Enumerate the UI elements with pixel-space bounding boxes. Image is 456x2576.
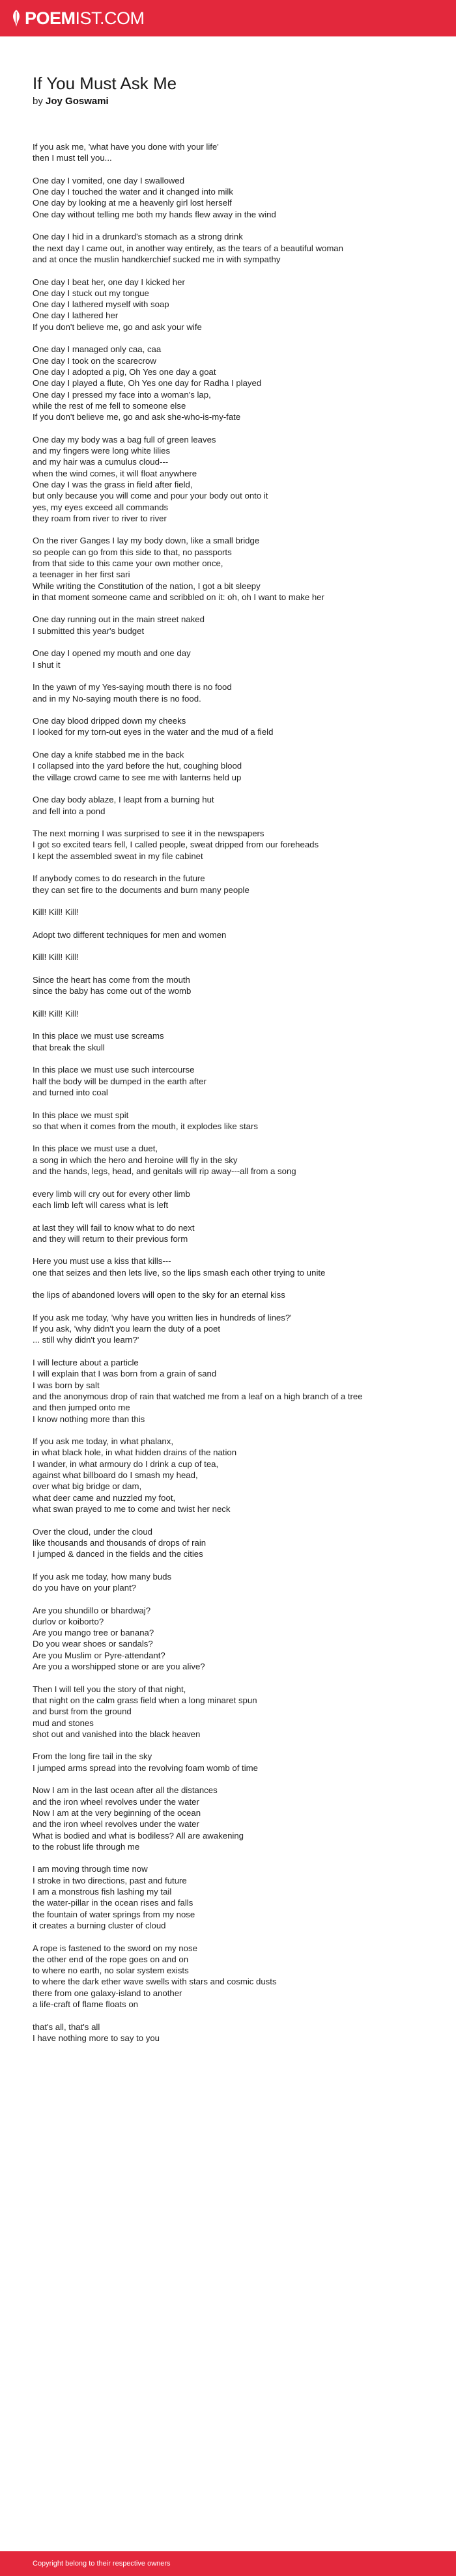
poem-line: one that seizes and then lets live, so the lips smash each other trying to unite [33, 1267, 326, 1278]
stanza [33, 344, 430, 422]
stanza [33, 828, 430, 862]
quill-pen-icon [12, 10, 21, 27]
poem-line: do you have on your plant? [33, 1583, 137, 1593]
poem-line: On the river Ganges I lay my body down, like a small bridge [33, 536, 260, 546]
poem-line: every limb will cry out for every other limb [33, 1188, 190, 1199]
stanza [33, 1110, 430, 1132]
poem-line: One day I pressed my face into a woman's lap, [33, 389, 211, 400]
poem-line: I will explain that I was born from a grain of sand [33, 1369, 217, 1379]
poem-line: I kept the assembled sweat in my file cabinet [33, 851, 203, 861]
poem-line: I wander, in what armoury do I drink a cup of tea, [33, 1459, 219, 1469]
poem-line: Are you shundillo or bhardwaj? [33, 1605, 151, 1615]
poem-line: half the body will be dumped in the earth after [33, 1076, 207, 1086]
poem-line: One day running out in the main street naked [33, 614, 205, 625]
poem-line: One day I played a flute, Oh Yes one day for Radha I played [33, 378, 262, 389]
poem-line: the water-pillar in the ocean rises and falls [33, 1898, 193, 1908]
poem-line: One day blood dripped down my cheeks [33, 716, 186, 726]
poem-line: against what billboard do I smash my head, [33, 1470, 198, 1481]
poem-line: and the hands, legs, head, and genitals will rip away---all from a song [33, 1166, 296, 1177]
stanza [33, 974, 430, 997]
poem-line: I got so excited tears fell, I called people, sweat dripped from our foreheads [33, 840, 319, 850]
poem-line: there from one galaxy-island to another [33, 1988, 182, 1998]
poem-line: What is bodied and what is bodiless? All are awakening [33, 1830, 244, 1841]
poem-line: I am moving through time now [33, 1864, 148, 1874]
poem-line: One day I lathered myself with soap [33, 299, 169, 310]
author-link[interactable]: Joy Goswami [46, 96, 109, 107]
stanza [33, 1436, 430, 1514]
poem-line: and at once the muslin handkerchief sucked me in with sympathy [33, 254, 281, 264]
poem-line: what deer came and nuzzled my foot, [33, 1492, 176, 1503]
stanza [33, 681, 430, 704]
site-footer [0, 2551, 456, 2576]
poem-line: In this place we must spit [33, 1110, 129, 1120]
poem-line: The next morning I was surprised to see it in the newspapers [33, 829, 264, 839]
poem-line: that break the skull [33, 1042, 105, 1052]
stanza [33, 141, 430, 164]
stanza [33, 1008, 430, 1019]
copyright-notice: Copyright belong to their respective owners [33, 2560, 171, 2568]
poem-line: Are you Muslim or Pyre-attendant? [33, 1650, 165, 1660]
poem-line: then I must tell you... [33, 153, 112, 163]
poem-line: One day I opened my mouth and one day [33, 648, 191, 659]
poem-line: Adopt two different techniques for men and women [33, 929, 227, 940]
stanza [33, 614, 430, 637]
poem-line: so people can go from this side to that, no passports [33, 547, 232, 557]
poem-line: In this place we must use screams [33, 1031, 164, 1041]
poem-line: Here you must use a kiss that kills--- [33, 1256, 171, 1267]
poem-line: and my fingers were long white lilies [33, 446, 171, 456]
poem-line: Kill! Kill! Kill! [33, 1008, 79, 1019]
poem-line: and the iron wheel revolves under the water [33, 1796, 199, 1807]
poem-line: like thousands and thousands of drops of rain [33, 1537, 207, 1548]
stanza [33, 907, 430, 918]
stanza [33, 1289, 430, 1300]
stanza [33, 1785, 430, 1852]
stanza [33, 1571, 430, 1594]
stanza [33, 648, 430, 670]
poem-line: a song in which the hero and heroine will fly in the sky [33, 1155, 238, 1165]
poem-line: From the long fire tail in the sky [33, 1751, 152, 1762]
poem-body [33, 141, 430, 2055]
stanza [33, 1188, 430, 1211]
poem-line: in that moment someone came and scribbled on it: oh, oh I want to make her [33, 592, 324, 602]
poem-line: the other end of the rope goes on and on [33, 1954, 189, 1964]
poem-line: Now I am at the very beginning of the ocean [33, 1807, 201, 1818]
poem-line: and my hair was a cumulus cloud--- [33, 457, 169, 467]
site-header [0, 0, 456, 36]
poem-line: and in my No-saying mouth there is no food. [33, 693, 201, 704]
site-logo[interactable] [12, 9, 145, 27]
poem-line: Do you wear shoes or sandals? [33, 1639, 153, 1649]
poem-line: but only because you will come and pour your body out onto it [33, 491, 268, 501]
stanza [33, 794, 430, 817]
poem-line: Now I am in the last ocean after all the distances [33, 1785, 218, 1796]
poem-line: If you ask, 'why didn't you learn the duty of a poet [33, 1324, 221, 1334]
poem-line: and the anonymous drop of rain that watched me from a leaf on a high branch of a tree [33, 1391, 363, 1401]
stanza [33, 1526, 430, 1560]
stanza [33, 1030, 430, 1053]
poem-line: I am a monstrous fish lashing my tail [33, 1887, 172, 1897]
poem-line: Are you mango tree or banana? [33, 1628, 154, 1638]
poem-line: durlov or koiborto? [33, 1616, 104, 1626]
stanza [33, 434, 430, 524]
poem-line: Kill! Kill! Kill! [33, 907, 79, 918]
poem-line: Kill! Kill! Kill! [33, 952, 79, 963]
poem-line: from that side to this came your own mother once, [33, 558, 223, 568]
poem-line: If anybody comes to do research in the future [33, 873, 205, 884]
poem-line: yes, my eyes exceed all commands [33, 502, 169, 512]
stanza [33, 952, 430, 963]
stanza [33, 2021, 430, 2044]
poem-line: a teenager in her first sari [33, 569, 130, 580]
byline [33, 95, 109, 108]
poem-line: One day I took on the scarecrow [33, 355, 156, 366]
stanza [33, 1684, 430, 1740]
poem-line: One day without telling me both my hands flew away in the wind [33, 209, 276, 219]
stanza [33, 175, 430, 220]
stanza [33, 929, 430, 940]
poem-line: and they will return to their previous form [33, 1233, 188, 1244]
poem-line: I was born by salt [33, 1380, 100, 1390]
stanza [33, 1143, 430, 1177]
poem-line: the next day I came out, in another way entirely, as the tears of a beautiful woman [33, 243, 343, 253]
poem-line: One day I was the grass in field after field, [33, 479, 193, 489]
poem-line: A rope is fastened to the sword on my nose [33, 1943, 197, 1953]
poem-line: and fell into a pond [33, 806, 106, 816]
poem-line: what swan prayed to me to come and twist her neck [33, 1503, 231, 1514]
poem-line: and then jumped onto me [33, 1403, 130, 1413]
poem-line: it creates a burning cluster of cloud [33, 1920, 166, 1930]
by-label: by [33, 96, 43, 107]
poem-line: One day I hid in a drunkard's stomach as a strong drink [33, 232, 243, 242]
poem-line: mud and stones [33, 1718, 94, 1728]
poem-line: One day I managed only caa, caa [33, 344, 162, 355]
stanza [33, 715, 430, 738]
poem-line: to where the dark ether wave swells with stars and cosmic dusts [33, 1977, 277, 1987]
poem-line: One day a knife stabbed me in the back [33, 750, 184, 760]
poem-line: they roam from river to river to river [33, 513, 167, 523]
stanza [33, 1312, 430, 1346]
stanza [33, 749, 430, 783]
poem-title: If You Must Ask Me [33, 74, 177, 93]
poem-line: If you don't believe me, go and ask your wife [33, 322, 202, 332]
poem-line: the village crowd came to see me with lanterns held up [33, 772, 242, 782]
poem-line: One day I touched the water and it changed into milk [33, 187, 233, 197]
poem-line: in what black hole, in what hidden drains of the nation [33, 1447, 237, 1458]
stanza [33, 1357, 430, 1425]
stanza [33, 231, 430, 265]
logo-text: POEMIST.COM [25, 8, 145, 28]
poem-line: If you ask me today, 'why have you written lies in hundreds of lines?' [33, 1312, 292, 1322]
poem-line: that night on the calm grass field when a long minaret spun [33, 1695, 257, 1705]
stanza [33, 1255, 430, 1278]
poem-line: and the iron wheel revolves under the water [33, 1819, 199, 1829]
poem-line: In this place we must use such intercourse [33, 1065, 195, 1075]
poem-line: the lips of abandoned lovers will open to the sky for an eternal kiss [33, 1290, 285, 1300]
poem-line: ... still why didn't you learn?' [33, 1335, 139, 1345]
poem-line: over what big bridge or dam, [33, 1481, 142, 1492]
poem-line: One day by looking at me a heavenly girl lost herself [33, 198, 232, 208]
poem-line: One day I stuck out my tongue [33, 288, 149, 298]
poem-line: and turned into coal [33, 1087, 108, 1097]
poem-line: If you ask me today, in what phalanx, [33, 1436, 174, 1447]
stanza [33, 1222, 430, 1245]
poem-line: since the baby has come out of the womb [33, 986, 192, 996]
poem-line: If you ask me, 'what have you done with your life' [33, 142, 219, 152]
stanza [33, 1064, 430, 1098]
poem-line: the fountain of water springs from my nose [33, 1909, 195, 1919]
poem-line: While writing the Constitution of the nation, I got a bit sleepy [33, 581, 261, 591]
poem-line: each limb left will caress what is left [33, 1199, 169, 1210]
poem-line: Since the heart has come from the mouth [33, 974, 190, 985]
poem-line: If you don't believe me, go and ask she-who-is-my-fate [33, 412, 241, 422]
poem-line: I looked for my torn-out eyes in the water and the mud of a field [33, 727, 274, 737]
poem-line: they can set fire to the documents and burn many people [33, 884, 249, 895]
stanza [33, 1605, 430, 1673]
poem-line: that's all, that's all [33, 2021, 100, 2032]
poem-line: I know nothing more than this [33, 1414, 145, 1424]
poem-line: In the yawn of my Yes-saying mouth there is no food [33, 682, 232, 692]
poem-line: One day I adopted a pig, Oh Yes one day a goat [33, 366, 216, 377]
poem-line: One day I vomited, one day I swallowed [33, 175, 185, 185]
poem-line: a life-craft of flame floats on [33, 1999, 138, 2009]
poem-line: Then I will tell you the story of that night, [33, 1684, 186, 1694]
poem-line: One day my body was a bag full of green leaves [33, 434, 216, 445]
poem-line: One day I beat her, one day I kicked her [33, 277, 185, 287]
poem-line: I submitted this year's budget [33, 625, 145, 636]
stanza [33, 277, 430, 333]
poem-line: I will lecture about a particle [33, 1358, 139, 1368]
poem-line: shot out and vanished into the black heaven [33, 1729, 201, 1739]
poem-line: One day body ablaze, I leapt from a burning hut [33, 795, 214, 805]
poem-line: to where no earth, no solar system exists [33, 1966, 189, 1976]
poem-line: I have nothing more to say to you [33, 2033, 160, 2043]
poem-line: and burst from the ground [33, 1706, 132, 1717]
poem-line: One day I lathered her [33, 310, 119, 321]
poem-line: when the wind comes, it will float anywhere [33, 468, 197, 478]
stanza [33, 535, 430, 603]
poem-line: I stroke in two directions, past and future [33, 1875, 187, 1885]
poem-line: I jumped & danced in the fields and the cities [33, 1549, 203, 1559]
stanza [33, 873, 430, 896]
poem-line: at last they will fail to know what to do next [33, 1222, 195, 1233]
stanza [33, 1863, 430, 1931]
poem-line: In this place we must use a duet, [33, 1144, 158, 1154]
poem-line: Over the cloud, under the cloud [33, 1526, 153, 1537]
poem-line: while the rest of me fell to someone else [33, 400, 186, 411]
stanza [33, 1751, 430, 1774]
poem-line: If you ask me today, how many buds [33, 1571, 172, 1582]
poem-line: I collapsed into the yard before the hut, coughing blood [33, 761, 242, 771]
stanza [33, 1943, 430, 2010]
poem-line: so that when it comes from the mouth, it explodes like stars [33, 1121, 258, 1131]
poem-line: Are you a worshipped stone or are you alive? [33, 1662, 205, 1672]
poem-line: I jumped arms spread into the revolving foam womb of time [33, 1762, 258, 1773]
poem-line: I shut it [33, 659, 61, 670]
poem-line: to the robust life through me [33, 1841, 140, 1852]
